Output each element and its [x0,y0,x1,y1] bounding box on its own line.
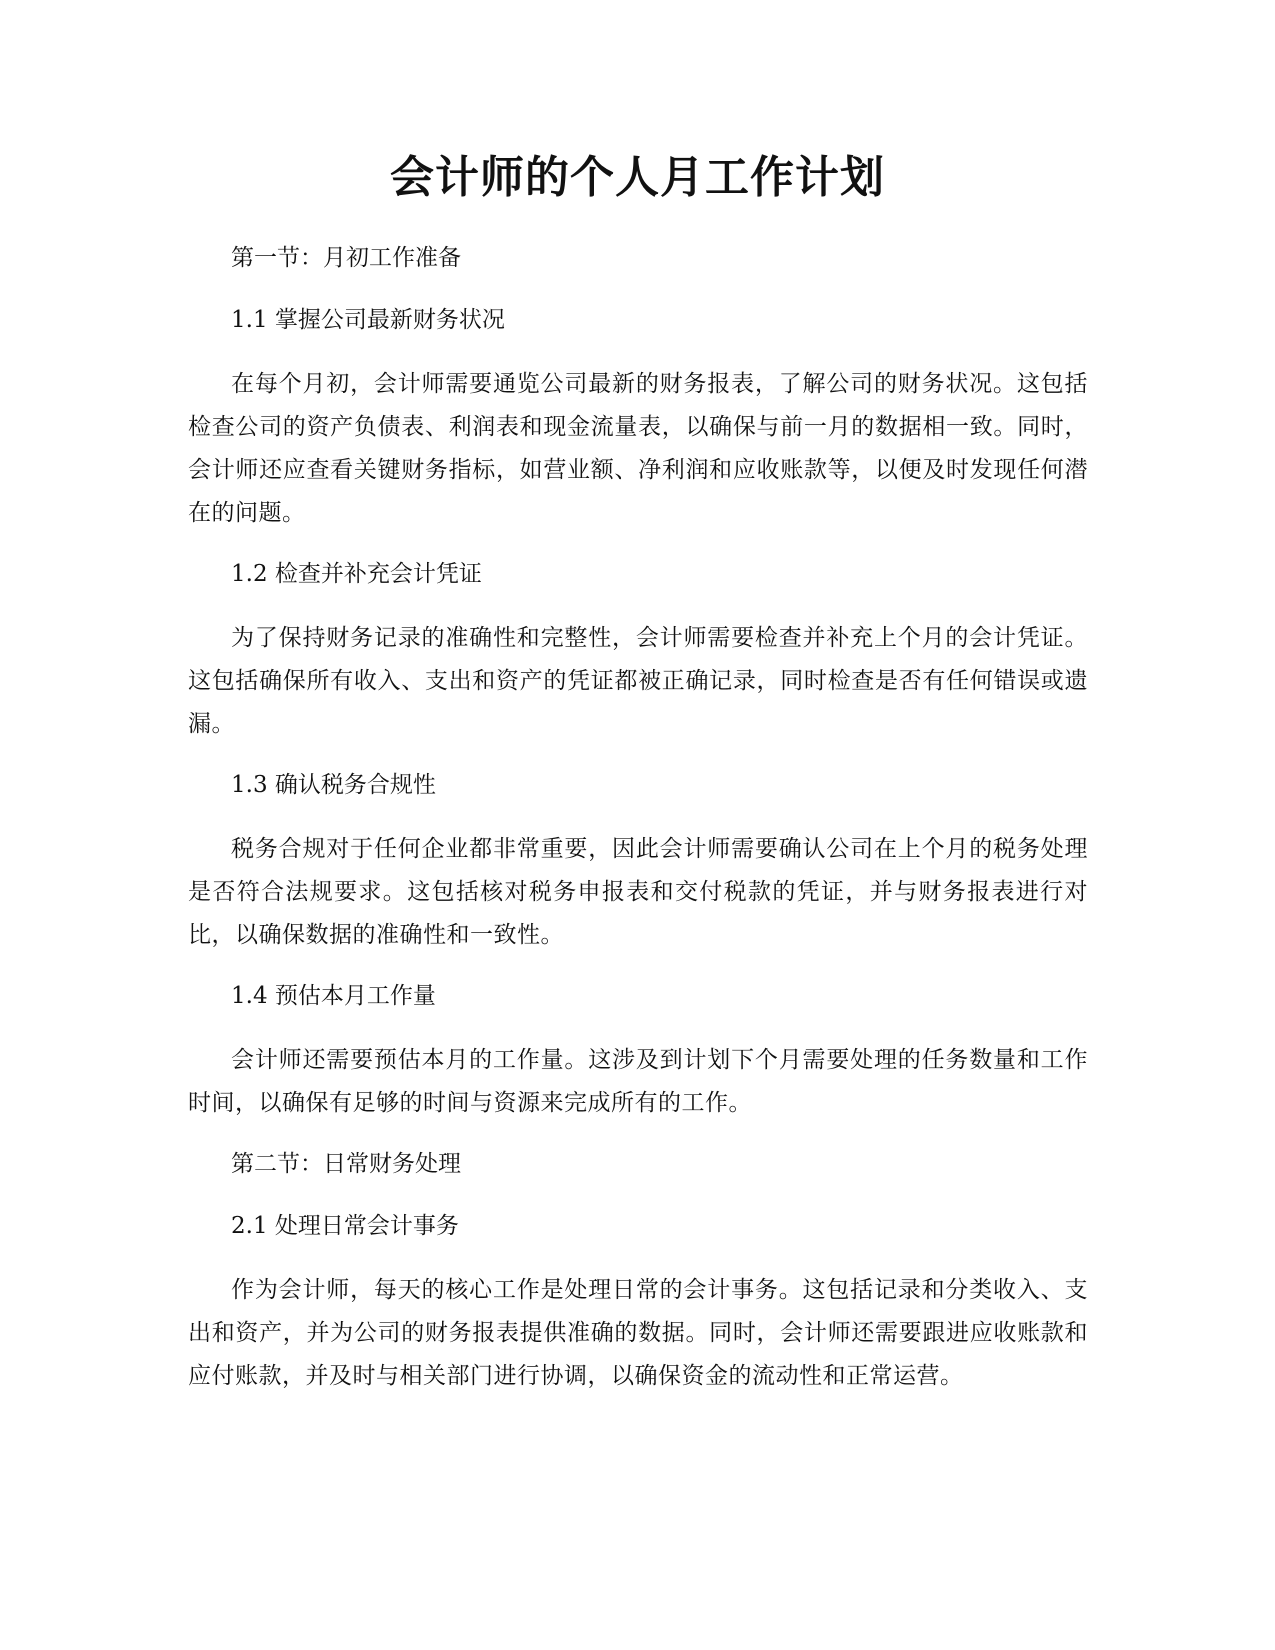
document-title: 会计师的个人月工作计划 [390,152,885,203]
paragraph-1-2: 为了保持财务记录的准确性和完整性，会计师需要检查并补充上个月的会计凭证。这包括确保所有收入、支出和资产的凭证都被正确记录，同时检查是否有任何错误或遗漏。 [188,625,1088,737]
subsection-heading-1-4: 1.4 预估本月工作量 [231,983,436,1009]
paragraph-1-3: 税务合规对于任何企业都非常重要，因此会计师需要确认公司在上个月的税务处理是否符合法规要求。这包括核对税务申报表和交付税款的凭证，并与财务报表进行对比，以确保数据的准确性和一致性。 [188,836,1088,948]
subsection-heading-2-1: 2.1 处理日常会计事务 [231,1213,459,1239]
section-heading-2: 第二节：日常财务处理 [231,1151,461,1177]
paragraph-2-1: 作为会计师，每天的核心工作是处理日常的会计事务。这包括记录和分类收入、支出和资产，并为公司的财务报表提供准确的数据。同时，会计师还需要跟进应收账款和应付账款，并及时与相关部门进行协调，以确保资金的流动性和正常运营。 [188,1277,1088,1389]
subsection-heading-1-1: 1.1 掌握公司最新财务状况 [231,307,505,333]
paragraph-1-4: 会计师还需要预估本月的工作量。这涉及到计划下个月需要处理的任务数量和工作时间，以确保有足够的时间与资源来完成所有的工作。 [188,1047,1088,1116]
section-heading-1: 第一节：月初工作准备 [231,245,461,271]
paragraph-1-1: 在每个月初，会计师需要通览公司最新的财务报表，了解公司的财务状况。这包括检查公司的资产负债表、利润表和现金流量表，以确保与前一月的数据相一致。同时，会计师还应查看关键财务指标，如营业额、净利润和应收账款等，以便及时发现任何潜在的问题。 [188,371,1088,526]
subsection-heading-1-2: 1.2 检查并补充会计凭证 [231,561,482,587]
document-body [188,243,1088,1422]
subsection-heading-1-3: 1.3 确认税务合规性 [231,772,436,798]
